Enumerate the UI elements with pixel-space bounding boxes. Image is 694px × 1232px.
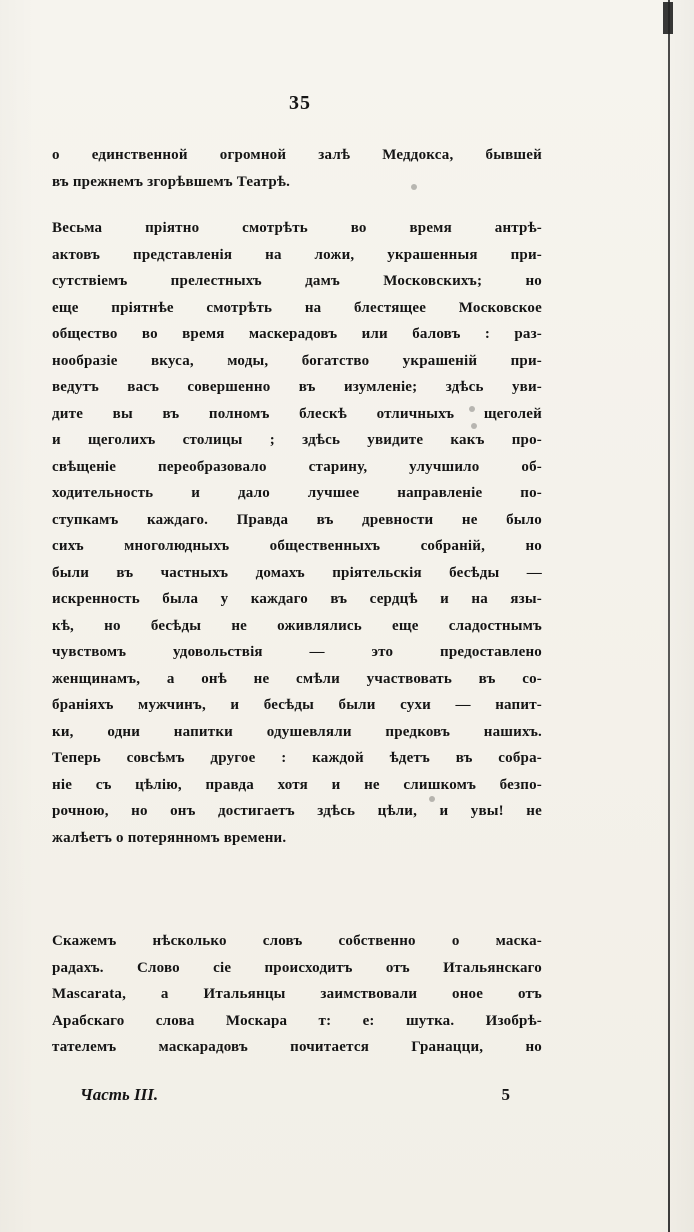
page-edge-shadow (668, 0, 670, 1232)
text-line: искренность была у каждаго въ сердцѣ и на язы- (52, 591, 542, 607)
text-line: жалѣетъ о потерянномъ времени. (52, 829, 287, 846)
text-line: общество во время маскерадовъ или баловъ : раз- (52, 326, 542, 342)
text-line: дите вы въ полномъ блескѣ отличныхъ щеголей (52, 405, 542, 422)
text-line: Арабскаго слова Москара т: е: шутка. Изобрѣ- (52, 1012, 542, 1029)
paragraph-3 (52, 928, 542, 1061)
page-number: 35 (289, 92, 311, 114)
text-line: ніе съ цѣлію, правда хотя и не слишкомъ безпо- (52, 776, 542, 793)
text-line: и щеголихъ столицы ; здѣсь увидите какъ про- (52, 432, 542, 448)
text-line: ступкамъ каждаго. Правда въ древности не было (52, 511, 542, 528)
ink-speck (469, 406, 475, 412)
text-line: о единственной огромной залѣ Меддокса, бывшей (52, 147, 542, 163)
text-line: еще пріятнѣе смотрѣть на блестящее Московское (52, 299, 542, 316)
text-line: свѣщеніе переобразовало старину, улучшило об- (52, 458, 542, 475)
volume-label: Часть III. (80, 1085, 159, 1104)
text-line: Скажемъ нѣсколько словъ собственно о маска- (52, 933, 542, 949)
text-line: Теперь совсѣмъ другое : каждой ѣдетъ въ собра- (52, 750, 542, 766)
ink-speck (471, 423, 477, 429)
paragraph-2 (52, 215, 542, 851)
text-line: чувствомъ удовольствія — это предоставлено (52, 644, 542, 660)
text-line: женщинамъ, а онѣ не смѣли участвовать въ со- (52, 670, 542, 687)
text-line: сихъ многолюдныхъ общественныхъ собраній, но (52, 538, 542, 554)
paragraph-1 (52, 142, 542, 195)
ink-speck (429, 796, 435, 802)
signature-mark: 5 (501, 1085, 510, 1104)
text-line: актовъ представленія на ложи, украшенныя при- (52, 246, 542, 263)
text-line: ки, одни напитки одушевляли предковъ нашихъ. (52, 723, 542, 740)
page-footer (80, 1085, 510, 1105)
text-line: рочною, но онъ достигаетъ здѣсь цѣли, и увы! не (52, 803, 542, 819)
text-line: тателемъ маскарадовъ почитается Гранацци, но (52, 1039, 542, 1055)
text-line: кѣ, но бесѣды не оживлялись еще сладостнымъ (52, 617, 542, 634)
text-line: ведутъ васъ совершенно въ изумленіе; здѣсь уви- (52, 379, 542, 395)
page-edge-mark (663, 2, 673, 34)
text-line: радахъ. Слово сіе происходитъ отъ Итальянскаго (52, 959, 542, 976)
text-line: Весьма пріятно смотрѣть во время антрѣ- (52, 220, 542, 236)
text-line: ходительность и дало лучшее направленіе по- (52, 485, 542, 501)
ink-speck (411, 184, 417, 190)
text-line: были въ частныхъ домахъ пріятельскія бесѣды — (52, 564, 542, 581)
text-line: нообразіе вкуса, моды, богатство украшеній при- (52, 352, 542, 369)
text-line: въ прежнемъ згорѣвшемъ Театрѣ. (52, 173, 291, 190)
text-line: сутствіемъ прелестныхъ дамъ Московскихъ; но (52, 273, 542, 289)
text-line: Mascarata, а Итальянцы заимствовали оное отъ (52, 986, 542, 1002)
text-line: браніяхъ мужчинъ, и бесѣды были сухи — напит- (52, 697, 542, 713)
